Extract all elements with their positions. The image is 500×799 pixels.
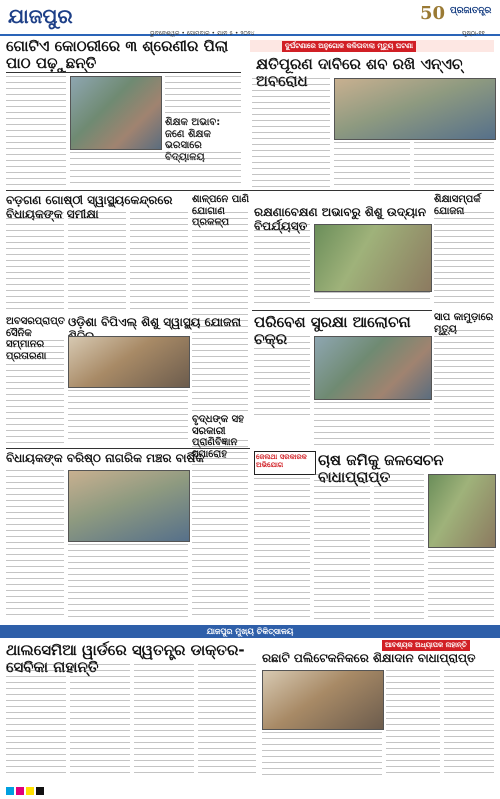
article-text	[165, 76, 241, 116]
headline-soldier: ଅବସରପ୍ରାପ୍ତ ସୈନିକ ସମ୍ମାନର ପ୍ରତାରଣା	[6, 316, 65, 362]
page-title: ଯାଜପୁର	[8, 4, 73, 28]
article-text	[6, 212, 64, 312]
page-number: ପୃଷ୍ଠା-୧୧	[462, 30, 485, 37]
divider	[6, 448, 250, 449]
article-text	[70, 664, 130, 776]
article-text	[334, 142, 410, 188]
article-text	[444, 670, 494, 776]
headline-ceremony: ବୃଦ୍ଧଙ୍କ ସହ ସରକାରୀ ପ୍ରାଣିବିଜ୍ଞାନ ସମାରୋହ	[192, 414, 244, 460]
article-text	[6, 470, 64, 620]
date-line: ଭୁବନେଶ୍ୱର • ସୋମବାର • ଯାନ ୫ • ୨୦୨୪	[150, 30, 255, 37]
college-photo	[262, 670, 384, 730]
canal-photo	[428, 474, 496, 548]
article-text	[254, 224, 310, 304]
classroom-photo	[70, 76, 162, 150]
headline-park: ରକ୍ଷଣାବେକ୍ଷଣ ଅଭାବରୁ ଶିଶୁ ଉଦ୍ୟାନ ବିପର୍ଯ୍ୟସ୍ତ	[254, 205, 427, 233]
brand-name: ପ୍ରଜାତନ୍ତ୍ର	[450, 6, 492, 16]
article-text	[68, 544, 188, 620]
headline-health-review: ବଡ଼ଗଣ ଗୋଷ୍ଠୀ ସ୍ୱାସ୍ଥ୍ୟକେନ୍ଦ୍ରରେ ବିଧାୟକଙ୍କ ସମୀକ୍ଷା	[6, 193, 173, 221]
article-text	[428, 550, 494, 620]
article-text	[414, 142, 494, 188]
headline-senior-citizens: ବିଧାୟକଙ୍କ ବରିଷ୍ଠ ନାଗରିକ ମଞ୍ଚର ବାର୍ଷିକ	[6, 451, 205, 465]
headline-snakebite: ସାପ କାମୁଡ଼ାରେ ମୃତ୍ୟୁ	[434, 312, 494, 335]
headline-water-project: ଶାଳ୍ପନେ ପାଣି ଯୋଗାଣ ପ୍ରକଳ୍ପ	[192, 194, 250, 228]
article-text	[198, 664, 256, 776]
senior-photo	[68, 470, 190, 542]
divider	[252, 310, 432, 311]
article-text	[254, 336, 310, 416]
kicker-accident: ଦୁର୍ଘଟଣାରେ ଅନୁଗୋଳ କଳିତାବାଲା ମୃତ୍ୟୁ ଘଟଣା	[282, 41, 416, 52]
headline-thalassemia: ଥାଲସେମିଆ ୱାର୍ଡରେ ସ୍ୱତନ୍ତ୍ର ଡାକ୍ତର-ସେବିକା ନାହାନ୍ତି	[6, 641, 245, 677]
print-color-marks	[6, 780, 46, 799]
article-text	[68, 212, 126, 312]
article-text	[6, 340, 64, 444]
article-text	[130, 212, 188, 312]
article-text	[252, 78, 330, 188]
article-text	[192, 212, 248, 412]
article-text	[434, 212, 494, 307]
article-text	[374, 474, 424, 620]
kicker-polytechnic: ଆବଶ୍ୟକ ଅଧ୍ୟାପକ ନାହାନ୍ତି	[382, 640, 470, 651]
article-text	[6, 76, 66, 186]
article-text	[192, 524, 248, 620]
headline-environment: ପରିବେଶ ସୁରକ୍ଷା ଆଲୋଚନା ଚକ୍ର	[254, 313, 411, 349]
headline-education: ଶିକ୍ଷାସମ୍ପର୍କ ଯୋଜନା	[434, 194, 481, 217]
headline-health-camp: ଓଡ଼ିଶା ବିପିଏଲ୍ ଶିଶୁ ସ୍ୱାସ୍ଥ୍ୟ ଯୋଜନା	[68, 315, 241, 329]
article-text	[68, 390, 188, 444]
article-text	[386, 670, 440, 776]
banner-label: ଯାଜପୁର ମୁଖ୍ୟ ଚିକିତ୍ସାଳୟ	[206, 627, 294, 636]
article-text	[314, 402, 430, 448]
camp-photo	[68, 336, 190, 388]
article-text	[434, 330, 494, 446]
article-text	[254, 478, 310, 620]
subhead-teacher: ଶିକ୍ଷକ ଅଭାବ: ଜଣେ ଶିକ୍ଷକ ଭରସାରେ ବିଦ୍ୟାଳୟ	[165, 117, 221, 163]
article-text	[262, 732, 382, 776]
article-text	[134, 664, 194, 776]
divider	[6, 190, 494, 191]
headline-classroom: ଗୋଟିଏ କୋଠରୀରେ ୩ ଶ୍ରେଣୀର ପିଲା ପାଠ ପଢ଼ୁଛନ୍ତି	[6, 37, 229, 73]
anniversary-logo: 50	[420, 3, 446, 24]
headline-nh-block: କ୍ଷତିପୂରଣ ଦାବିରେ ଶବ ରଖି ଏନ୍ଏଚ୍ ଅବରୋଧ	[256, 55, 463, 91]
article-text	[314, 474, 370, 620]
divider	[6, 72, 241, 73]
article-text	[314, 292, 430, 304]
article-text	[6, 664, 66, 776]
article-text	[70, 152, 241, 186]
headline-polytechnic: ରଛାଟି ପଲିଟେକନିକରେ ଶିକ୍ଷାଦାନ ବାଧାପ୍ରାପ୍ତ	[262, 651, 476, 665]
park-photo	[314, 224, 432, 292]
headline-irrigation: ଚାଷ ଜମିକୁ ଜଳସେଚନ ବାଧାପ୍ରାପ୍ତ	[318, 451, 444, 487]
meeting-photo	[314, 336, 432, 400]
protest-photo	[334, 78, 496, 140]
kicker-irrigation: ଜେଲଥା ସରକାରକ ଅଭିଯୋଗ	[256, 453, 307, 470]
